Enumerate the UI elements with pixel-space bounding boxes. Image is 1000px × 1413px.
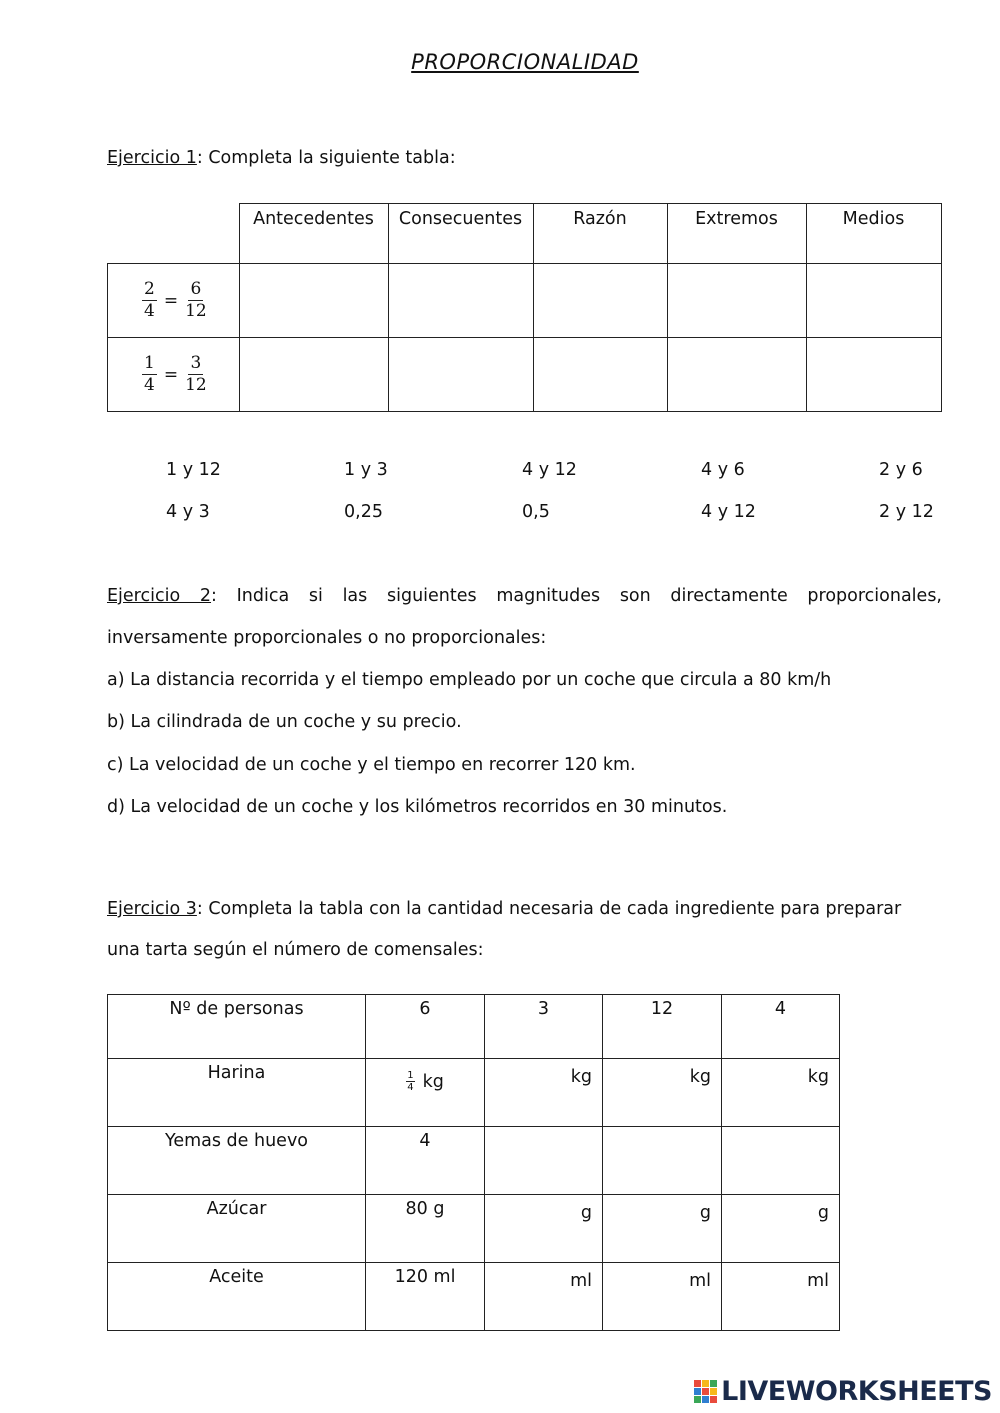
answer-cell[interactable]: kg	[485, 1059, 603, 1127]
liveworksheets-logo	[694, 1376, 992, 1407]
option[interactable]: 4 y 12	[701, 502, 756, 522]
answer-cell[interactable]	[806, 264, 941, 338]
exercise-2-label: Ejercicio 2	[107, 586, 212, 606]
header-extremos: Extremos	[667, 204, 806, 264]
answer-cell[interactable]: ml	[603, 1263, 722, 1331]
answer-cell[interactable]	[388, 264, 533, 338]
answer-cell[interactable]: kg	[603, 1059, 722, 1127]
answer-cell[interactable]	[485, 1127, 603, 1195]
answer-cell[interactable]	[533, 264, 667, 338]
answer-cell[interactable]: g	[722, 1195, 840, 1263]
exercise-2-item-a: a) La distancia recorrida y el tiempo empleado por un coche que circula a 80 km/h	[107, 670, 832, 690]
row-label-yemas: Yemas de huevo	[108, 1127, 366, 1195]
option[interactable]: 0,5	[522, 502, 550, 522]
proportion-cell	[108, 338, 240, 412]
exercise-3-heading	[107, 899, 901, 919]
exercise-2-heading	[107, 586, 942, 606]
option[interactable]: 4 y 12	[522, 460, 577, 480]
answer-cell[interactable]	[722, 1127, 840, 1195]
header-4: 4	[722, 995, 840, 1059]
header-12: 12	[603, 995, 722, 1059]
header-antecedentes: Antecedentes	[239, 204, 388, 264]
yemas-base-value: 4	[366, 1127, 485, 1195]
option[interactable]: 0,25	[344, 502, 383, 522]
aceite-base-value: 120 ml	[366, 1263, 485, 1331]
row-label-harina: Harina	[108, 1059, 366, 1127]
answer-cell[interactable]	[239, 264, 388, 338]
option[interactable]: 4 y 6	[701, 460, 745, 480]
header-razon: Razón	[533, 204, 667, 264]
answer-cell[interactable]	[603, 1127, 722, 1195]
option[interactable]: 1 y 3	[344, 460, 388, 480]
harina-base-value: 1 4 kg	[366, 1059, 485, 1127]
option[interactable]: 1 y 12	[166, 460, 221, 480]
row-label-azucar: Azúcar	[108, 1195, 366, 1263]
header-personas: Nº de personas	[108, 995, 366, 1059]
liveworksheets-wordmark: LIVEWORKSHEETS	[721, 1376, 992, 1407]
fraction: $\frac{3}{12}$	[185, 353, 207, 395]
exercise-1-table	[107, 203, 942, 412]
header-6: 6	[366, 995, 485, 1059]
liveworksheets-grid-icon	[694, 1380, 717, 1403]
exercise-3-instruction: : Completa la tabla con la cantidad necesaria de cada ingrediente para preparar	[196, 899, 902, 919]
header-3: 3	[485, 995, 603, 1059]
answer-cell[interactable]: ml	[485, 1263, 603, 1331]
exercise-3-label: Ejercicio 3	[107, 899, 197, 919]
equals-sign: =	[163, 290, 179, 311]
fraction: $\frac{2}{4}$	[144, 279, 155, 321]
row-label-aceite: Aceite	[108, 1263, 366, 1331]
page-title: PROPORCIONALIDAD	[411, 50, 639, 74]
exercise-2-item-d: d) La velocidad de un coche y los kilómetros recorridos en 30 minutos.	[107, 797, 728, 817]
exercise-3-table	[107, 994, 840, 1331]
azucar-base-value: 80 g	[366, 1195, 485, 1263]
option[interactable]: 4 y 3	[166, 502, 210, 522]
option[interactable]: 2 y 12	[879, 502, 934, 522]
exercise-1-heading	[107, 148, 456, 168]
answer-cell[interactable]	[239, 338, 388, 412]
fraction: $\frac{6}{12}$	[185, 279, 207, 321]
option[interactable]: 2 y 6	[879, 460, 923, 480]
answer-cell[interactable]	[388, 338, 533, 412]
answer-cell[interactable]	[533, 338, 667, 412]
answer-cell[interactable]	[667, 264, 806, 338]
exercise-2-item-b: b) La cilindrada de un coche y su precio.	[107, 712, 462, 732]
exercise-3-instruction-cont: una tarta según el número de comensales:	[107, 940, 484, 960]
header-medios: Medios	[806, 204, 941, 264]
exercise-1-instruction: : Completa la siguiente tabla:	[196, 148, 456, 168]
answer-cell[interactable]	[667, 338, 806, 412]
table-corner	[108, 204, 240, 264]
proportion-cell	[108, 264, 240, 338]
answer-cell[interactable]: g	[485, 1195, 603, 1263]
answer-cell[interactable]: ml	[722, 1263, 840, 1331]
exercise-2-instruction: : Indica si las siguientes magnitudes son directamente proporcionales,	[211, 586, 942, 606]
exercise-2-instruction-cont: inversamente proporcionales o no proporcionales:	[107, 628, 547, 648]
fraction: 1 4	[407, 1070, 414, 1093]
answer-cell[interactable]: kg	[722, 1059, 840, 1127]
answer-cell[interactable]: g	[603, 1195, 722, 1263]
equals-sign: =	[163, 364, 179, 385]
answer-cell[interactable]	[806, 338, 941, 412]
fraction: $\frac{1}{4}$	[144, 353, 155, 395]
exercise-2-item-c: c) La velocidad de un coche y el tiempo en recorrer 120 km.	[107, 755, 636, 775]
header-consecuentes: Consecuentes	[388, 204, 533, 264]
exercise-1-label: Ejercicio 1	[107, 148, 197, 168]
